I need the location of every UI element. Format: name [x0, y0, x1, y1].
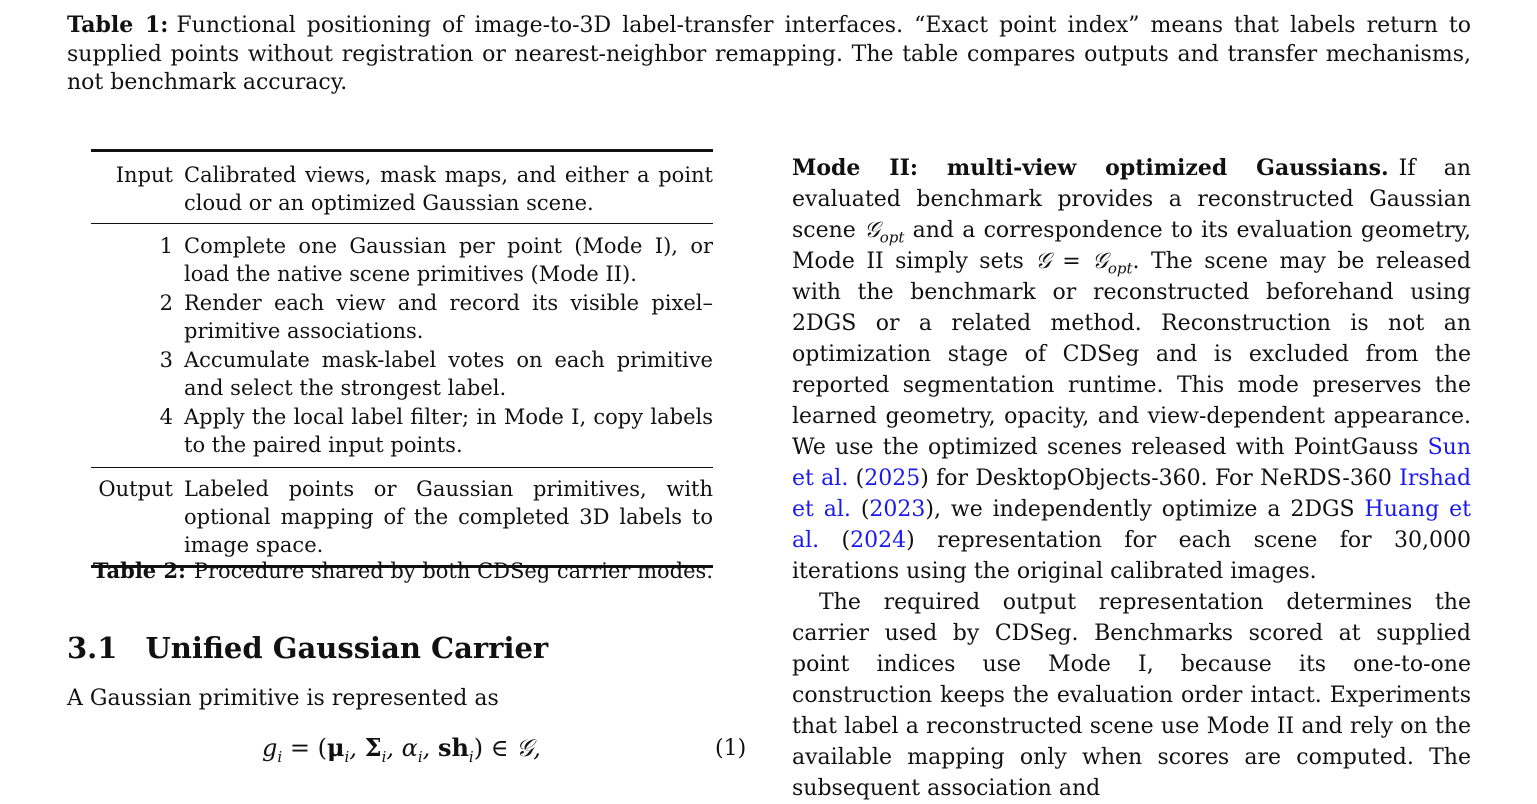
table2-output-row	[91, 468, 713, 567]
table2-step-text: Render each view and record its visible pixel–primitive associations.	[184, 291, 713, 343]
section-number: 3.1	[67, 631, 118, 665]
table2-input-label: Input	[91, 151, 184, 224]
table2-caption-text: Procedure shared by both CDSeg carrier modes.	[193, 559, 713, 583]
table2-caption	[91, 557, 713, 585]
table2-step-row	[91, 346, 713, 403]
right-column	[792, 153, 1471, 804]
symbol-g-equals-g-opt: 𝒢 = 𝒢$_{opt}$	[1035, 249, 1133, 278]
table2-step-text: Complete one Gaussian per point (Mode I), or load the native scene primitives (Mode II).	[184, 224, 713, 290]
table2-step-row	[91, 403, 713, 468]
table2-output-text: Labeled points or Gaussian primitives, with optional mapping of the completed 3D labels to image space.	[184, 468, 713, 567]
citation-irshad-year[interactable]: 2023	[869, 497, 926, 522]
citation-sun-year[interactable]: 2025	[864, 466, 921, 491]
mode2-paragraph: Mode II: multi-view optimized Gaussians. If an evaluated benchmark provides a reconstructed Gaussian scene 𝒢$_{opt}$ and a correspondence to its evaluation geometry, Mode II simply sets 𝒢 = 𝒢$_{opt}$. The scene may be released with the benchmark or reconstructed beforehand using 2DGS or a related method. Reconstruction is not an optimization stage of CDSeg and is excluded from the reported segmentation runtime. This mode preserves the learned geometry, opacity, and view-dependent appearance. We use the optimized scenes released with PointGauss Sun et al. (2025) for DesktopObjects-360. For NeRDS-360 Irshad et al. (2023), we independently optimize a 2DGS Huang et al. (2024) representation for each scene for 30,000 iterations using the original calibrated images.	[792, 155, 1472, 584]
section-heading	[67, 628, 548, 668]
citation-sun[interactable]: Sun et al.	[792, 435, 1471, 491]
table2-input-text: Calibrated views, mask maps, and either a point cloud or an optimized Gaussian scene.	[184, 151, 713, 224]
section-title: Unified Gaussian Carrier	[145, 631, 549, 665]
table2-input-row	[91, 151, 713, 224]
table1-caption-text: Functional positioning of image-to-3D label-transfer interfaces. “Exact point index” means that labels return to supplied points without registration or nearest-neighbor remapping. The table compares outputs and transfer mechanisms, not benchmark accuracy.	[67, 13, 1471, 95]
left-paragraph: A Gaussian primitive is represented as	[67, 686, 499, 711]
equation-gaussian-primitive: $g_i = (\mu_i$, $\Sigma_i$, $\alpha_i$, $sh_i$) ∈ 𝒢,	[262, 733, 541, 766]
citation-huang-year[interactable]: 2024	[850, 528, 907, 553]
table2-step-text: Accumulate mask-label votes on each primitive and select the strongest label.	[184, 348, 713, 400]
table2-step-row	[91, 289, 713, 346]
citation-irshad[interactable]: Irshad et al.	[792, 466, 1472, 522]
table2-step-row	[91, 224, 713, 290]
table2-step-text: Apply the local label filter; in Mode I, copy labels to the paired input points.	[184, 405, 713, 457]
table2-caption-label: Table 2:	[92, 558, 186, 583]
mode2-text-f: representation for each scene for 30,000 iterations using the original calibrated images.	[792, 528, 1471, 584]
table2	[91, 149, 713, 568]
carrier-paragraph: The required output representation determines the carrier used by CDSeg. Benchmarks scored at supplied point indices use Mode I, because its one-to-one construction keeps the evaluation order intact. Experiments that label a reconstructed scene use Mode II and rely on the available mapping only when scores are computed. The subsequent association and	[792, 590, 1471, 801]
citation-huang[interactable]: Huang et al.	[792, 497, 1472, 553]
table1-caption	[67, 11, 1471, 98]
table2-step-number: 3	[159, 348, 173, 372]
mode2-text-e: , we independently optimize a 2DGS	[934, 497, 1355, 522]
table2-output-label: Output	[91, 468, 184, 567]
table2-step-number: 2	[159, 291, 173, 315]
mode2-text-c: . The scene may be released with the benchmark or reconstructed beforehand using 2DGS or a related method. Reconstruction is not an optimization stage of CDSeg and is excluded from the reported segmentation runtime. This mode preserves the learned geometry, opacity, and view-dependent appearance. We use the optimized scenes released with PointGauss	[792, 249, 1471, 460]
mode2-text-d: for DesktopObjects-360. For NeRDS-360	[936, 466, 1392, 491]
mode2-text-a: If an evaluated benchmark provides a reconstructed Gaussian scene	[792, 156, 1471, 243]
table2-step-number: 4	[159, 405, 173, 429]
table1-caption-label: Table 1:	[67, 12, 169, 38]
mode2-text-b: and a correspondence to its evaluation geometry, Mode II simply sets	[792, 218, 1472, 274]
symbol-g-opt: 𝒢$_{opt}$	[864, 218, 905, 247]
runin-heading: Mode II: multi-view optimized Gaussians.	[792, 155, 1389, 181]
table2-step-number: 1	[91, 224, 184, 290]
equation-number: (1)	[715, 736, 747, 761]
